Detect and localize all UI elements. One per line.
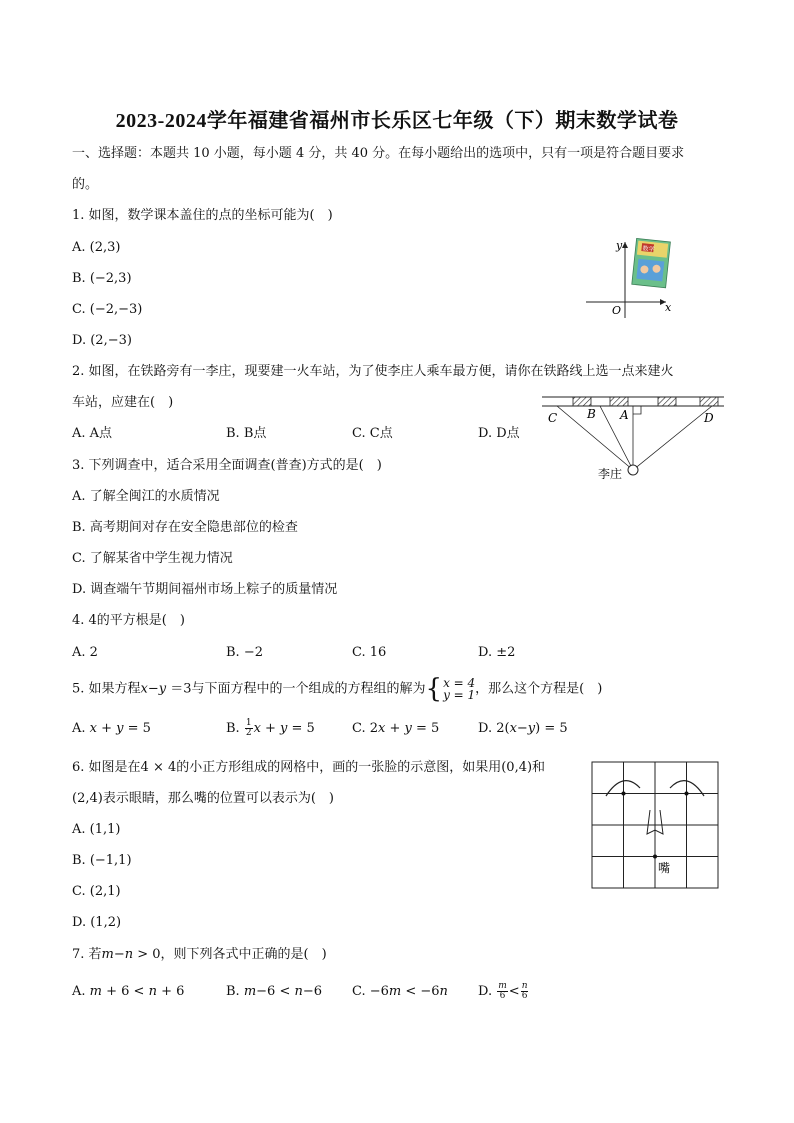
q7-option-d-label: D. (478, 984, 497, 999)
q5-option-b (226, 718, 315, 740)
q2-option-c: C. C点 (352, 426, 393, 441)
q2-point-d: D (704, 411, 714, 425)
section-instructions: 一、选择题：本题共 10 小题，每小题 4 分，共 40 分。在每小题给出的选项中，只有一项是符合题目要求 (72, 146, 685, 161)
q4-option-d: D. ±2 (478, 645, 516, 660)
q2-option-d: D. D点 (478, 426, 520, 441)
textbook-icon (632, 238, 671, 287)
q7-frac1-denominator: 6 (499, 991, 506, 1001)
q6-mouth-label: 嘴 (658, 861, 671, 875)
q7-frac2-numerator: 𝑛 (521, 981, 528, 991)
question-2-stem-cont: 车站，应建在( ) (72, 395, 174, 410)
q5-stem-pre: 5. 如果方程𝑥−𝑦 ＝3与下面方程中的一个组成的方程组的解为 (72, 681, 426, 697)
q7-fraction-m (497, 982, 508, 1001)
system-brace: { (425, 674, 443, 704)
q5-frac-denominator: 2 (245, 728, 252, 738)
question-3-stem: 3. 下列调查中，适合采用全面调查(普查)方式的是( ) (72, 458, 382, 473)
q5-frac-numerator: 1 (245, 718, 252, 728)
q7-less-than: < (508, 984, 520, 999)
q5-option-d: D. 2(𝑥−𝑦) = 5 (478, 721, 568, 736)
q2-point-c: C (548, 411, 558, 425)
q2-point-b: B (587, 407, 596, 421)
q5-fraction-half (245, 719, 253, 738)
face-mouth-point (653, 855, 657, 859)
q7-fraction-n (521, 982, 529, 1001)
q4-option-b: B. −2 (226, 645, 263, 660)
q1-option-a: A. (2,3) (72, 240, 121, 255)
q6-option-b: B. (−1,1) (72, 853, 132, 868)
q1-option-d: D. (2,−3) (72, 333, 132, 348)
question-6-stem: 6. 如图是在4 × 4的小正方形组成的网格中，画的一张脸的示意图，如果用(0,4)和 (72, 760, 546, 775)
q6-option-a: A. (1,1) (72, 822, 121, 837)
q4-option-c: C. 16 (352, 645, 387, 660)
q1-origin-label: O (612, 304, 622, 317)
q6-option-c: C. (2,1) (72, 884, 121, 899)
q7-option-c: C. −6𝑚 < −6𝑛 (352, 984, 448, 999)
q2-village-label: 李庄 (598, 467, 623, 481)
q2-option-a: A. A点 (72, 426, 113, 441)
question-7-stem: 7. 若𝑚−𝑛 > 0，则下列各式中正确的是( ) (72, 947, 327, 962)
q1-option-b: B. (−2,3) (72, 271, 132, 286)
question-1-stem: 1. 如图，数学课本盖住的点的坐标可能为( ) (72, 208, 333, 223)
q3-option-d: D. 调查端午节期间福州市场上粽子的质量情况 (72, 582, 338, 597)
q5-option-b-label: B. (226, 721, 244, 736)
q5-system-x: x = 4 (443, 676, 476, 690)
question-2-stem: 2. 如图，在铁路旁有一李庄，现要建一火车站，为了使李庄人乘车最方便，请你在铁路线上选一点来建火 (72, 364, 674, 379)
q5-system-y: y = 1 (443, 688, 476, 702)
q1-y-axis-label: y (616, 239, 623, 252)
q3-option-c: C. 了解某省中学生视力情况 (72, 551, 233, 566)
q1-x-axis-label: x (665, 301, 672, 314)
q7-option-b: B. 𝑚−6 < 𝑛−6 (226, 984, 323, 999)
q4-option-a: A. 2 (72, 645, 98, 660)
q2-railway-figure (540, 392, 730, 484)
page-title: 2023-2024学年福建省福州市长乐区七年级（下）期末数学试卷 (115, 110, 679, 132)
q1-coordinate-figure (578, 236, 688, 322)
q6-face-grid-figure (590, 760, 720, 890)
face-eye-right (685, 792, 689, 796)
question-6-stem-cont: (2,4)表示眼睛，那么嘴的位置可以表示为( ) (72, 791, 334, 806)
q5-option-a: A. 𝑥 + 𝑦 = 5 (72, 721, 151, 736)
q5-option-c: C. 2𝑥 + 𝑦 = 5 (352, 721, 440, 736)
q1-option-c: C. (−2,−3) (72, 302, 143, 317)
question-5-stem (72, 676, 602, 702)
q6-option-d: D. (1,2) (72, 915, 122, 930)
q2-point-a: A (620, 408, 629, 422)
textbook-label: 数学 (642, 245, 655, 254)
q7-option-d (478, 980, 529, 1004)
q2-option-b: B. B点 (226, 426, 267, 441)
q5-equation-system (443, 677, 475, 701)
q3-option-a: A. 了解全闽江的水质情况 (72, 489, 220, 504)
q3-option-b: B. 高考期间对存在安全隐患部位的检查 (72, 520, 298, 535)
q7-frac1-numerator: 𝑚 (498, 981, 507, 991)
q5-option-b-rest: 𝑥 + 𝑦 = 5 (253, 721, 315, 736)
question-4-stem: 4. 4的平方根是( ) (72, 613, 185, 628)
q7-option-a: A. 𝑚 + 6 < 𝑛 + 6 (72, 984, 185, 999)
q5-stem-post: ，那么这个方程是( ) (475, 681, 603, 697)
section-instructions-cont: 的。 (72, 177, 99, 192)
q7-frac2-denominator: 6 (521, 991, 528, 1001)
face-eye-left (622, 792, 626, 796)
